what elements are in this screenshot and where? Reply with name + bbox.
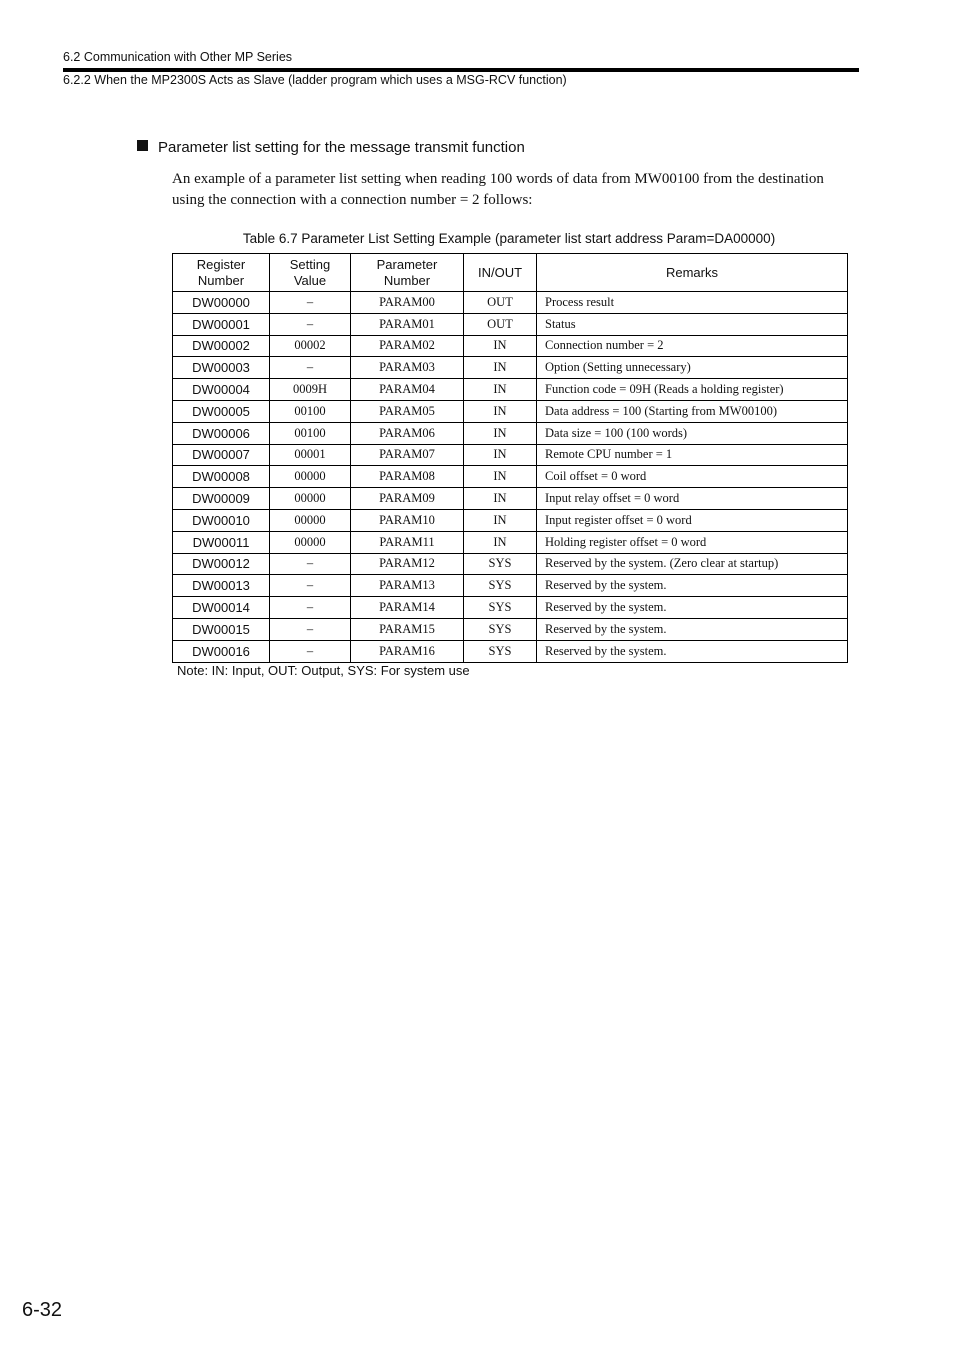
register-number-cell: DW00004 [173, 379, 270, 401]
parameter-number-cell: PARAM16 [351, 640, 464, 662]
parameter-number-cell: PARAM15 [351, 618, 464, 640]
remarks-cell: Data address = 100 (Starting from MW00100) [537, 400, 848, 422]
table-row [173, 335, 848, 357]
register-number-cell: DW00014 [173, 597, 270, 619]
header-in-out: IN/OUT [464, 254, 537, 292]
header-param-line2: Number [383, 272, 431, 288]
register-number-cell: DW00000 [173, 292, 270, 314]
header-register-line2: Number [197, 272, 245, 288]
register-number-cell: DW00008 [173, 466, 270, 488]
register-number-cell: DW00007 [173, 444, 270, 466]
table-row [173, 444, 848, 466]
in-out-cell: SYS [464, 640, 537, 662]
parameter-number-cell: PARAM03 [351, 357, 464, 379]
setting-value-cell: – [270, 618, 351, 640]
register-number-cell: DW00009 [173, 488, 270, 510]
remarks-cell: Remote CPU number = 1 [537, 444, 848, 466]
table-row [173, 597, 848, 619]
table-row [173, 466, 848, 488]
table-row [173, 531, 848, 553]
header-register-number [173, 254, 270, 292]
table-row [173, 553, 848, 575]
in-out-cell: IN [464, 400, 537, 422]
in-out-cell: IN [464, 357, 537, 379]
header-register-line1: Register [196, 256, 246, 272]
remarks-cell: Function code = 09H (Reads a holding register) [537, 379, 848, 401]
remarks-cell: Input register offset = 0 word [537, 509, 848, 531]
setting-value-cell: – [270, 640, 351, 662]
in-out-cell: IN [464, 379, 537, 401]
parameter-number-cell: PARAM08 [351, 466, 464, 488]
remarks-cell: Reserved by the system. (Zero clear at startup) [537, 553, 848, 575]
in-out-cell: IN [464, 531, 537, 553]
remarks-cell: Input relay offset = 0 word [537, 488, 848, 510]
in-out-cell: IN [464, 488, 537, 510]
table-row [173, 422, 848, 444]
in-out-cell: IN [464, 466, 537, 488]
parameter-number-cell: PARAM00 [351, 292, 464, 314]
table-row [173, 400, 848, 422]
remarks-cell: Reserved by the system. [537, 597, 848, 619]
parameter-number-cell: PARAM09 [351, 488, 464, 510]
intro-paragraph: An example of a parameter list setting when reading 100 words of data from MW00100 from the destination using the connection with a connection number = 2 follows: [172, 171, 824, 208]
in-out-cell: OUT [464, 292, 537, 314]
table-row [173, 379, 848, 401]
setting-value-cell: – [270, 292, 351, 314]
setting-value-cell: 00000 [270, 466, 351, 488]
running-header-subsection: 6.2.2 When the MP2300S Acts as Slave (ladder program which uses a MSG-RCV function) [63, 73, 567, 87]
in-out-cell: IN [464, 422, 537, 444]
table-caption: Table 6.7 Parameter List Setting Example (parameter list start address Param=DA00000) [242, 231, 776, 246]
page-number: 6-32 [22, 1299, 63, 1321]
in-out-cell: SYS [464, 553, 537, 575]
table-row [173, 313, 848, 335]
in-out-cell: IN [464, 444, 537, 466]
setting-value-cell: 0009H [270, 379, 351, 401]
setting-value-cell: 00100 [270, 400, 351, 422]
header-parameter-number [351, 254, 464, 292]
header-setting-value [270, 254, 351, 292]
remarks-cell: Coil offset = 0 word [537, 466, 848, 488]
parameter-number-cell: PARAM12 [351, 553, 464, 575]
remarks-cell: Status [537, 313, 848, 335]
register-number-cell: DW00010 [173, 509, 270, 531]
table-row [173, 575, 848, 597]
running-header-section: 6.2 Communication with Other MP Series [63, 50, 293, 64]
parameter-number-cell: PARAM07 [351, 444, 464, 466]
register-number-cell: DW00002 [173, 335, 270, 357]
remarks-cell: Reserved by the system. [537, 618, 848, 640]
header-param-line1: Parameter [376, 256, 438, 272]
header-value-line2: Value [293, 272, 327, 288]
header-remarks: Remarks [537, 254, 848, 292]
register-number-cell: DW00005 [173, 400, 270, 422]
setting-value-cell: 00001 [270, 444, 351, 466]
section-title: Parameter list setting for the message transmit function [158, 139, 525, 156]
setting-value-cell: 00000 [270, 488, 351, 510]
in-out-cell: SYS [464, 575, 537, 597]
register-number-cell: DW00006 [173, 422, 270, 444]
parameter-number-cell: PARAM05 [351, 400, 464, 422]
setting-value-cell: 00002 [270, 335, 351, 357]
parameter-number-cell: PARAM13 [351, 575, 464, 597]
setting-value-cell: – [270, 313, 351, 335]
remarks-cell: Process result [537, 292, 848, 314]
register-number-cell: DW00001 [173, 313, 270, 335]
remarks-cell: Data size = 100 (100 words) [537, 422, 848, 444]
section-heading [137, 139, 525, 156]
table-row [173, 357, 848, 379]
parameter-number-cell: PARAM06 [351, 422, 464, 444]
parameter-number-cell: PARAM14 [351, 597, 464, 619]
table-row [173, 640, 848, 662]
in-out-cell: IN [464, 509, 537, 531]
parameter-number-cell: PARAM11 [351, 531, 464, 553]
setting-value-cell: – [270, 357, 351, 379]
in-out-cell: SYS [464, 597, 537, 619]
black-square-bullet-icon [137, 140, 148, 151]
parameter-number-cell: PARAM04 [351, 379, 464, 401]
register-number-cell: DW00011 [173, 531, 270, 553]
parameter-list-table [172, 253, 848, 663]
setting-value-cell: 00100 [270, 422, 351, 444]
table-header-row [173, 254, 848, 292]
register-number-cell: DW00003 [173, 357, 270, 379]
header-rule [63, 68, 859, 72]
remarks-cell: Reserved by the system. [537, 640, 848, 662]
remarks-cell: Option (Setting unnecessary) [537, 357, 848, 379]
setting-value-cell: – [270, 597, 351, 619]
table-body [173, 292, 848, 663]
table-row [173, 292, 848, 314]
table-row [173, 488, 848, 510]
setting-value-cell: 00000 [270, 509, 351, 531]
register-number-cell: DW00015 [173, 618, 270, 640]
register-number-cell: DW00013 [173, 575, 270, 597]
in-out-cell: IN [464, 335, 537, 357]
parameter-number-cell: PARAM01 [351, 313, 464, 335]
table-note: Note: IN: Input, OUT: Output, SYS: For system use [177, 663, 470, 678]
remarks-cell: Connection number = 2 [537, 335, 848, 357]
setting-value-cell: – [270, 575, 351, 597]
table-row [173, 618, 848, 640]
register-number-cell: DW00016 [173, 640, 270, 662]
in-out-cell: OUT [464, 313, 537, 335]
setting-value-cell: – [270, 553, 351, 575]
remarks-cell: Holding register offset = 0 word [537, 531, 848, 553]
remarks-cell: Reserved by the system. [537, 575, 848, 597]
register-number-cell: DW00012 [173, 553, 270, 575]
in-out-cell: SYS [464, 618, 537, 640]
parameter-number-cell: PARAM02 [351, 335, 464, 357]
header-value-line1: Setting [289, 256, 331, 272]
parameter-number-cell: PARAM10 [351, 509, 464, 531]
setting-value-cell: 00000 [270, 531, 351, 553]
table-row [173, 509, 848, 531]
